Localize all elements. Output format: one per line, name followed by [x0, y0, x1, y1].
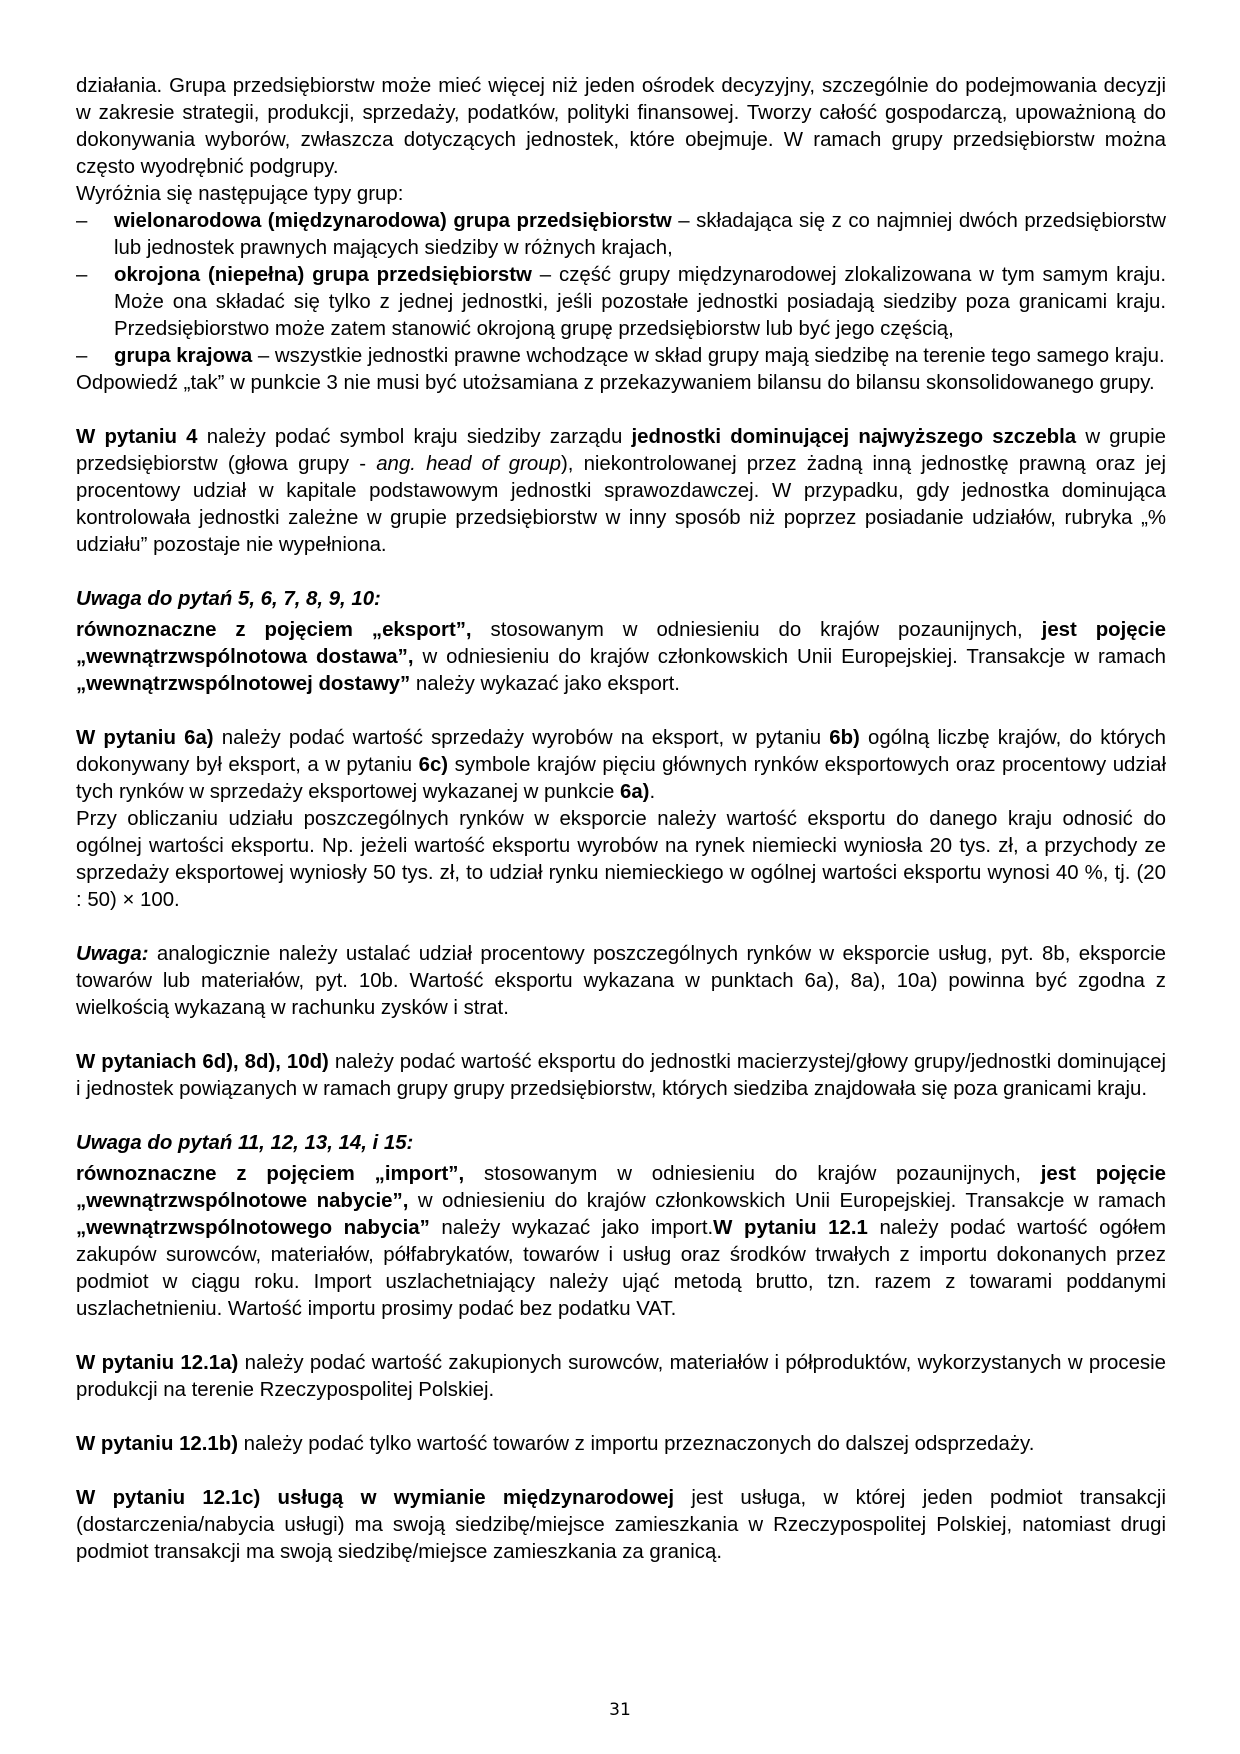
definition: – wszystkie jednostki prawne wchodzące w skład grupy mają siedzibę na terenie tego samego kraju. — [252, 345, 1165, 367]
intro-paragraph: działania. Grupa przedsiębiorstw może mieć więcej niż jeden ośrodek decyzyjny, szczególnie do podejmowania decyzji w zakresie strategii, produkcji, sprzedaży, podatków, polityki finansowej. Tworzy całość gospodarczą, upoważnioną do dokonywania wyborów, zwłaszcza dotyczących jednostek, które obejmuje. W ramach grupy przedsiębiorstw można często wyodrębnić podgrupy. — [76, 75, 1166, 178]
list-item — [76, 208, 1166, 262]
export-note-paragraph: równoznaczne z pojęciem „eksport”, stosowanym w odniesieniu do krajów pozaunijnych, jest pojęcie „wewnątrzwspólnotowa dostawa”, w odniesieniu do krajów członkowskich Unii Europejskiej. Transakcje w ramach „wewnątrzwspólnotowej dostawy” należy wykazać jako eksport. — [76, 619, 1166, 695]
document-body — [76, 73, 1166, 1566]
export-share-paragraph: Przy obliczaniu udziału poszczególnych rynków w eksporcie należy wartość eksportu do danego kraju odnosić do ogólnej wartości eksportu. Np. jeżeli wartość eksportu wyrobów na rynek niemiecki wyniosła 20 tys. zł, a przychody ze sprzedaży eksportowej wyniosły 50 tys. zł, to udział rynku niemieckiego w ogólnej wartości eksportu wynosi 40 %, tj. (20 : 50) × 100. — [76, 808, 1166, 911]
export-note-heading: Uwaga do pytań 5, 6, 7, 8, 9, 10: — [76, 588, 381, 610]
dash-bullet: – — [76, 345, 88, 367]
question-6d-paragraph: W pytaniach 6d), 8d), 10d) należy podać wartość eksportu do jednostki macierzystej/głowy grupy/jednostki dominującej i jednostek powiązanych w ramach grupy grupy przedsiębiorstw, których siedziba znajdowała się poza granicami kraju. — [76, 1051, 1166, 1100]
list-item — [76, 262, 1166, 343]
dash-bullet: – — [76, 210, 88, 232]
uwaga-services-paragraph: Uwaga: analogicznie należy ustalać udział procentowy poszczególnych rynków w eksporcie usług, pyt. 8b, eksporcie towarów lub materiałów, pyt. 10b. Wartość eksportu wykazana w punktach 6a), 8a), 10a) powinna być zgodna z wielkością wykazaną w rachunku zysków i strat. — [76, 943, 1166, 1019]
page-number: 31 — [609, 1700, 631, 1720]
definition: – składająca się z co najmniej dwóch przedsiębiorstw lub jednostek prawnych mających siedziby w różnych krajach, — [114, 210, 1166, 259]
term: okrojona (niepełna) grupa przedsiębiorstw — [114, 264, 532, 286]
term: wielonarodowa (międzynarodowa) grupa przedsiębiorstw — [114, 210, 672, 232]
list-item — [76, 343, 1166, 370]
question-4-paragraph: W pytaniu 4 należy podać symbol kraju siedziby zarządu jednostki dominującej najwyższego szczebla w grupie przedsiębiorstw (głowa grupy - ang. head of group), niekontrolowanej przez żadną inną jednostkę prawną oraz jej procentowy udział w kapitale podstawowym jednostki sprawozdawczej. W przypadku, gdy jednostka dominująca kontrolowała jednostki zależne w grupie przedsiębiorstw w inny sposób niż poprzez posiadanie udziałów, rubryka „% udziału” pozostaje nie wypełniona. — [76, 426, 1166, 556]
dash-bullet: – — [76, 264, 88, 286]
question-12-1a-paragraph: W pytaniu 12.1a) należy podać wartość zakupionych surowców, materiałów i półproduktów, wykorzystanych w procesie produkcji na terenie Rzeczypospolitej Polskiej. — [76, 1352, 1166, 1401]
import-note-paragraph: równoznaczne z pojęciem „import”, stosowanym w odniesieniu do krajów pozaunijnych, jest pojęcie „wewnątrzwspólnotowe nabycie”, w odniesieniu do krajów członkowskich Unii Europejskiej. Transakcje w ramach „wewnątrzwspólnotowego nabycia” należy wykazać jako import.W pytaniu 12.1 należy podać wartość ogółem zakupów surowców, materiałów, półfabrykatów, towarów i usług oraz środków trwałych z importu dokonanych przez podmiot w ciągu roku. Import uszlachetniający należy ująć metodą brutto, tzn. razem z towarami poddanymi uszlachetnieniu. Wartość importu prosimy podać bez podatku VAT. — [76, 1163, 1166, 1320]
group-types-lead: Wyróżnia się następujące typy grup: — [76, 183, 404, 205]
question-12-1c-paragraph: W pytaniu 12.1c) usługą w wymianie międzynarodowej jest usługa, w której jeden podmiot transakcji (dostarczenia/nabycia usługi) ma swoją siedzibę/miejsce zamieszkania w Rzeczypospolitej Polskiej, natomiast drugi podmiot transakcji ma swoją siedzibę/miejsce zamieszkania za granicą. — [76, 1487, 1166, 1563]
question-12-1b-paragraph: W pytaniu 12.1b) należy podać tylko wartość towarów z importu przeznaczonych do dalszej odsprzedaży. — [76, 1433, 1035, 1455]
question-6-paragraph: W pytaniu 6a) należy podać wartość sprzedaży wyrobów na eksport, w pytaniu 6b) ogólną liczbę krajów, do których dokonywany był eksport, a w pytaniu 6c) symbole krajów pięciu głównych rynków eksportowych oraz procentowy udział tych rynków w sprzedaży eksportowej wykazanej w punkcie 6a). — [76, 727, 1166, 803]
definition: – część grupy międzynarodowej zlokalizowana w tym samym kraju. Może ona składać się tylko z jednej jednostki, jeśli pozostałe jednostki posiadają siedziby poza granicami kraju. Przedsiębiorstwo może zatem stanowić okrojoną grupę przedsiębiorstw lub być jego częścią, — [114, 264, 1166, 340]
note-tak-paragraph: Odpowiedź „tak” w punkcie 3 nie musi być utożsamiana z przekazywaniem bilansu do bilansu skonsolidowanego grupy. — [76, 372, 1155, 394]
term: grupa krajowa — [114, 345, 253, 367]
import-note-heading: Uwaga do pytań 11, 12, 13, 14, i 15: — [76, 1132, 414, 1154]
group-types-list — [76, 208, 1166, 370]
